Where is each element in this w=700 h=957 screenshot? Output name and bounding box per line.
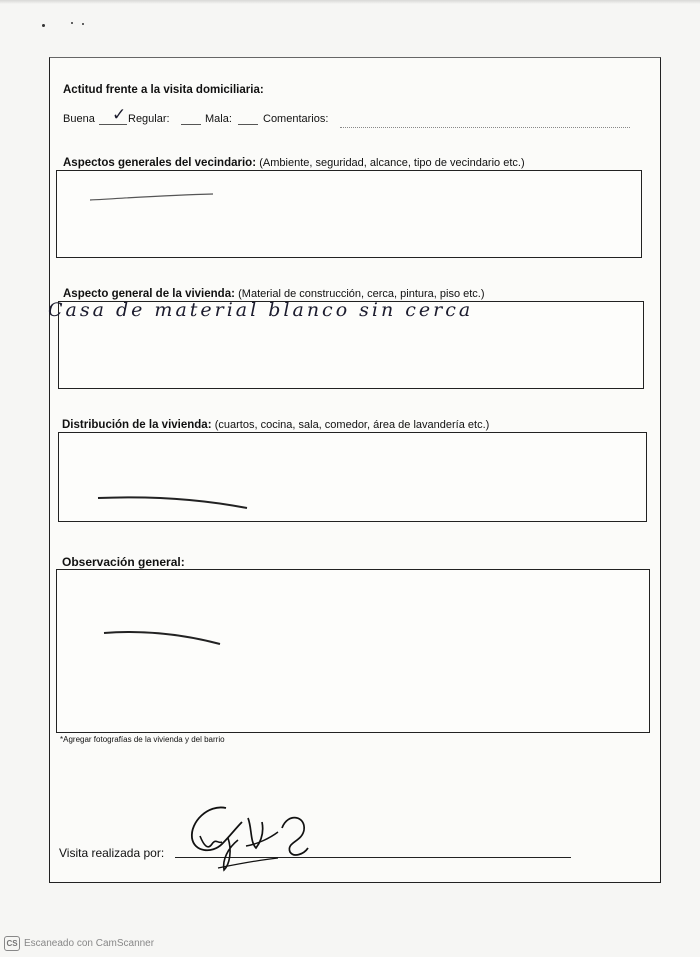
scan-speck (71, 22, 73, 24)
comments-field[interactable] (340, 127, 630, 128)
neighborhood-box[interactable] (56, 170, 642, 258)
watermark-text: Escaneado con CamScanner (24, 938, 155, 949)
option-mala-label: Mala: (205, 113, 232, 125)
comments-label: Comentarios: (263, 113, 329, 125)
signature-label: Visita realizada por: (59, 846, 165, 860)
scan-speck (82, 23, 84, 25)
option-buena-label: Buena (63, 113, 95, 125)
housing-hint: (Material de construcción, cerca, pintura, piso etc.) (238, 288, 485, 300)
observation-title: Observación general: (62, 555, 185, 569)
distribution-heading (62, 419, 489, 431)
scan-speck (42, 24, 45, 27)
option-buena-mark: ✓ (112, 105, 127, 125)
neighborhood-dash (88, 190, 218, 206)
scan-edge (0, 0, 700, 4)
option-mala-blank[interactable] (238, 124, 258, 125)
housing-title: Aspecto general de la vivienda: (63, 288, 235, 300)
photo-note: *Agregar fotografías de la vivienda y del barrio (60, 735, 225, 744)
signature-scribble (178, 798, 318, 878)
distribution-hint: (cuartos, cocina, sala, comedor, área de lavandería etc.) (214, 419, 490, 431)
housing-answer: Casa de material blanco sin cerca (48, 299, 474, 321)
option-regular-label: Regular: (128, 113, 170, 125)
neighborhood-title: Aspectos generales del vecindario: (63, 157, 257, 169)
neighborhood-heading (63, 157, 525, 169)
observation-dash (102, 628, 224, 648)
distribution-title: Distribución de la vivienda: (62, 419, 212, 431)
scanner-watermark (4, 936, 154, 951)
distribution-dash (95, 492, 255, 514)
camscanner-logo: CS (4, 936, 20, 951)
option-regular-blank[interactable] (181, 124, 201, 125)
observation-box[interactable] (56, 569, 650, 733)
attitude-title: Actitud frente a la visita domiciliaria: (63, 84, 264, 96)
neighborhood-hint: (Ambiente, seguridad, alcance, tipo de vecindario etc.) (259, 157, 525, 169)
